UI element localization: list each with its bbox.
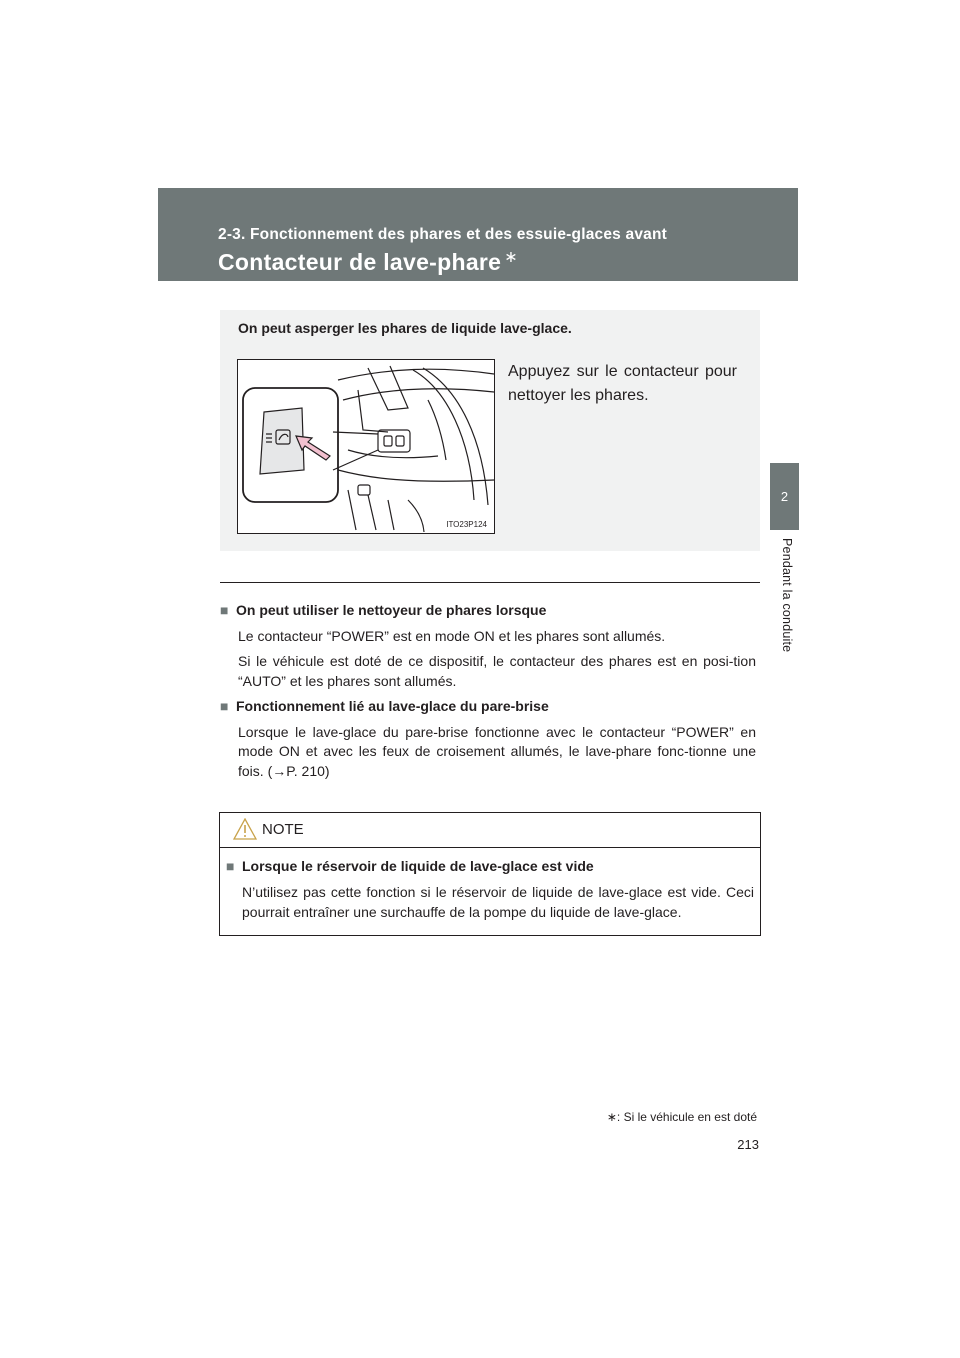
note-heading	[226, 856, 754, 876]
info-paragraph: Si le véhicule est doté de ce dispositif, le contacteur des phares est en posi-tion “AUTO” et les phares sont allumés.	[238, 653, 756, 689]
info-heading-2	[220, 697, 756, 717]
chapter-tab: 2	[770, 463, 799, 530]
note-content	[226, 856, 754, 922]
divider	[220, 582, 760, 583]
info-heading-1-text: On peut utiliser le nettoyeur de phares lorsque	[236, 602, 547, 618]
page-number: 213	[737, 1137, 759, 1152]
note-body: N’utilisez pas cette fonction si le réservoir de liquide de lave-glace est vide. Ceci pourrait entraîner une surchauffe de la pompe du liquide de lave-glace.	[242, 884, 754, 920]
info-paragraph: Lorsque le lave-glace du pare-brise fonctionne avec le contacteur “POWER” en mode ON et avec les feux de croisement allumés, le lave-phare fonc-tionne une fois. (→P. 210)	[238, 723, 756, 779]
note-heading-text: Lorsque le réservoir de liquide de lave-glace est vide	[242, 858, 594, 874]
info-heading-1	[220, 601, 756, 621]
intro-lead: On peut asperger les phares de liquide lave-glace.	[238, 320, 572, 336]
footnote: ∗: Si le véhicule en est doté	[606, 1110, 757, 1124]
square-bullet-icon: ■	[220, 698, 229, 714]
instruction-text: Appuyez sur le contacteur pour nettoyer les phares.	[508, 363, 737, 404]
dashboard-illustration	[237, 359, 495, 534]
page-title	[218, 247, 518, 276]
page-title-text: Contacteur de lave-phare	[218, 249, 502, 275]
chapter-label: Pendant la conduite	[780, 538, 794, 653]
title-asterisk: ∗	[504, 249, 518, 266]
dashboard-drawing	[238, 360, 494, 533]
note-label: NOTE	[262, 821, 304, 838]
info-paragraph: Le contacteur “POWER” est en mode ON et les phares sont allumés.	[238, 627, 666, 644]
square-bullet-icon: ■	[220, 602, 229, 618]
image-code: ITO23P124	[446, 520, 487, 529]
warning-triangle-icon	[233, 818, 257, 840]
square-bullet-icon: ■	[226, 858, 235, 874]
section-title: 2-3. Fonctionnement des phares et des essuie-glaces avant	[218, 226, 667, 243]
note-header	[220, 813, 760, 848]
info-heading-2-text: Fonctionnement lié au lave-glace du pare-brise	[236, 698, 549, 714]
info-section	[220, 601, 756, 781]
note-box	[219, 812, 761, 936]
